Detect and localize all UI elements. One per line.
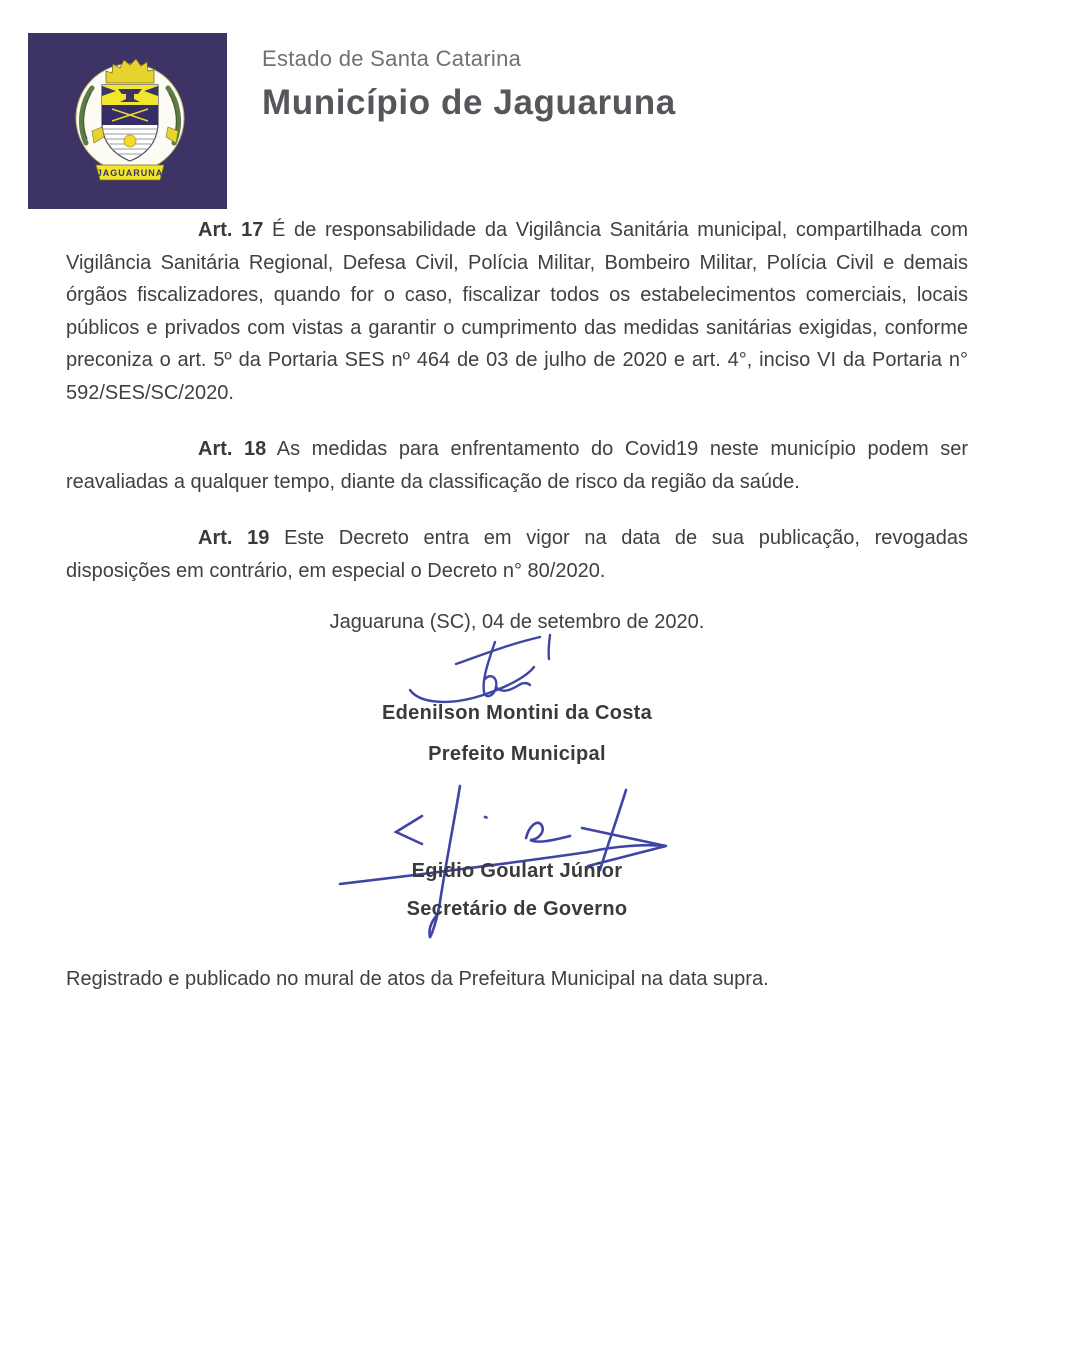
registration-note: Registrado e publicado no mural de atos da Prefeitura Municipal na data supra.	[66, 968, 769, 990]
place-date-line: Jaguaruna (SC), 04 de setembro de 2020.	[329, 611, 705, 633]
state-name: Estado de Santa Catarina	[262, 46, 522, 71]
article-19-text: Este Decreto entra em vigor na data de sua publicação, revogadas disposições em contrário, em especial o Decreto n° 80/2020.	[66, 527, 969, 582]
coat-of-arms-icon	[28, 33, 227, 209]
article-17-label: Art. 17	[198, 219, 264, 241]
article-18-paragraph	[66, 433, 968, 498]
article-18-text: As medidas para enfrentamento do Covid19 neste município podem ser reavaliadas a qualquer tempo, diante da classificação de risco da região da saúde.	[66, 438, 969, 493]
article-19-paragraph	[66, 522, 968, 587]
article-18-label: Art. 18	[198, 438, 267, 460]
mayor-name: Edenilson Montini da Costa	[381, 702, 653, 724]
crest-banner-text: JAGUARUNA	[96, 168, 164, 178]
secretary-name: Egidio Goulart Júnior	[411, 860, 623, 882]
secretary-title: Secretário de Governo	[406, 898, 628, 920]
decree-body	[66, 214, 968, 611]
article-17-text: É de responsabilidade da Vigilância Sanitária municipal, compartilhada com Vigilância Sanitária Regional, Defesa Civil, Polícia Militar, Bombeiro Militar, Polícia Civil e demais órgãos fiscalizadores, quando for o caso, fiscalizar todos os estabelecimentos comerciais, locais públicos e privados com vistas a garantir o cumprimento das medidas sanitárias exigidas, conforme preconiza o art. 5º da Portaria SES nº 464 de 03 de julho de 2020 e art. 4°, inciso VI da Portaria n° 592/SES/SC/2020.	[66, 219, 969, 404]
letterhead	[262, 46, 676, 123]
article-19-label: Art. 19	[198, 527, 270, 549]
article-17-paragraph	[66, 214, 968, 409]
mayor-title: Prefeito Municipal	[428, 743, 606, 765]
municipal-crest	[28, 33, 227, 209]
municipality-name: Município de Jaguaruna	[262, 83, 676, 122]
